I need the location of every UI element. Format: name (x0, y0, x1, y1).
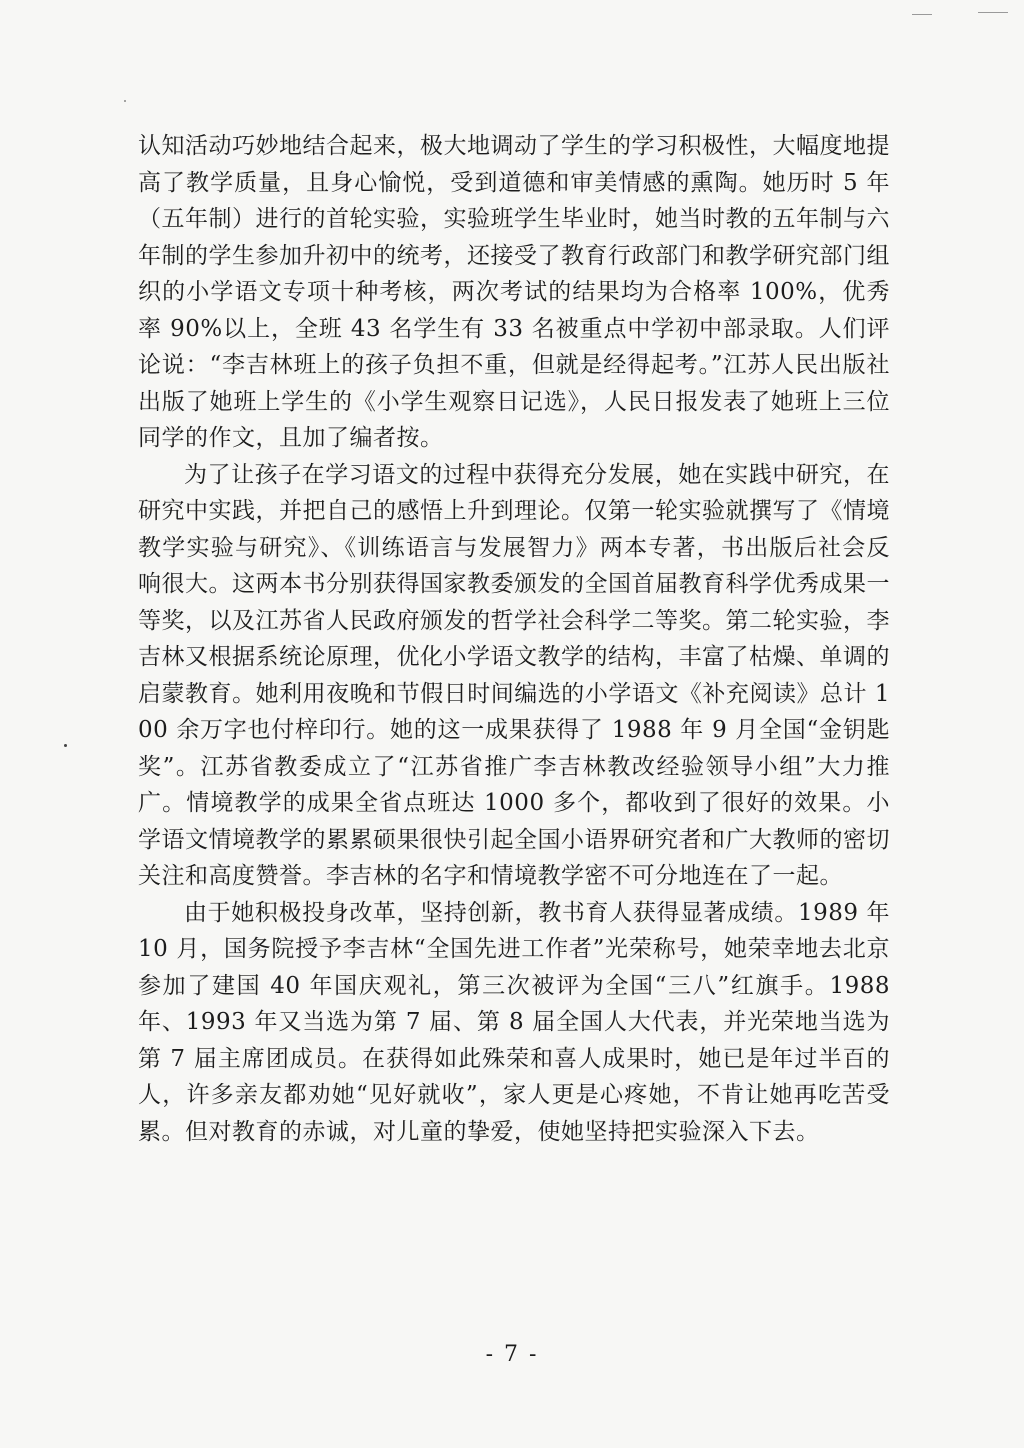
document-body (138, 128, 890, 1150)
scan-artifact-line (978, 12, 1008, 13)
paragraph-1: 认知活动巧妙地结合起来，极大地调动了学生的学习积极性，大幅度地提高了教学质量，且身心愉悦，受到道德和审美情感的熏陶。她历时 5 年（五年制）进行的首轮实验，实验班学生毕业时，她当时教的五年制与六年制的学生参加升初中的统考，还接受了教育行政部门和教学研究部门组织的小学语文专项十种考核，两次考试的结果均为合格率 100%，优秀率 90%以上，全班 43 名学生有 33 名被重点中学初中部录取。人们评论说：“李吉林班上的孩子负担不重，但就是经得起考。”江苏人民出版社出版了她班上学生的《小学生观察日记选》，人民日报发表了她班上三位同学的作文，且加了编者按。 (138, 133, 890, 451)
scan-artifact-line (912, 14, 932, 15)
paragraph-2: 为了让孩子在学习语文的过程中获得充分发展，她在实践中研究，在研究中实践，并把自己的感悟上升到理论。仅第一轮实验就撰写了《情境教学实验与研究》、《训练语言与发展智力》两本专著，书出版后社会反响很大。这两本书分别获得国家教委颁发的全国首届教育科学优秀成果一等奖，以及江苏省人民政府颁发的哲学社会科学二等奖。第二轮实验，李吉林又根据系统论原理，优化小学语文教学的结构，丰富了枯燥、单调的启蒙教育。她利用夜晚和节假日时间编选的小学语文《补充阅读》总计 100 余万字也付梓印行。她的这一成果获得了 1988 年 9 月全国“金钥匙奖”。江苏省教委成立了“江苏省推广李吉林教改经验领导小组”大力推广。情境教学的成果全省点班达 1000 多个，都收到了很好的效果。小学语文情境教学的累累硕果很快引起全国小语界研究者和广大教师的密切关注和高度赞誉。李吉林的名字和情境教学密不可分地连在了一起。 (138, 461, 890, 889)
scan-artifact-dot (124, 100, 126, 102)
page-number: - 7 - (485, 1342, 539, 1367)
paragraph-3: 由于她积极投身改革，坚持创新，教书育人获得显著成绩。1989 年 10 月，国务院授予李吉林“全国先进工作者”光荣称号，她荣幸地去北京参加了建国 40 年国庆观礼，第三次被评为全国“三八”红旗手。1988 年、1993 年又当选为第 7 届、第 8 届全国人大代表，并光荣地当选为第 7 届主席团成员。在获得如此殊荣和喜人成果时，她已是年过半百的人，许多亲友都劝她“见好就收”，家人更是心疼她，不肯让她再吃苦受累。但对教育的赤诚，对儿童的挚爱，使她坚持把实验深入下去。 (138, 899, 890, 1145)
scan-artifact-dot (64, 744, 67, 747)
